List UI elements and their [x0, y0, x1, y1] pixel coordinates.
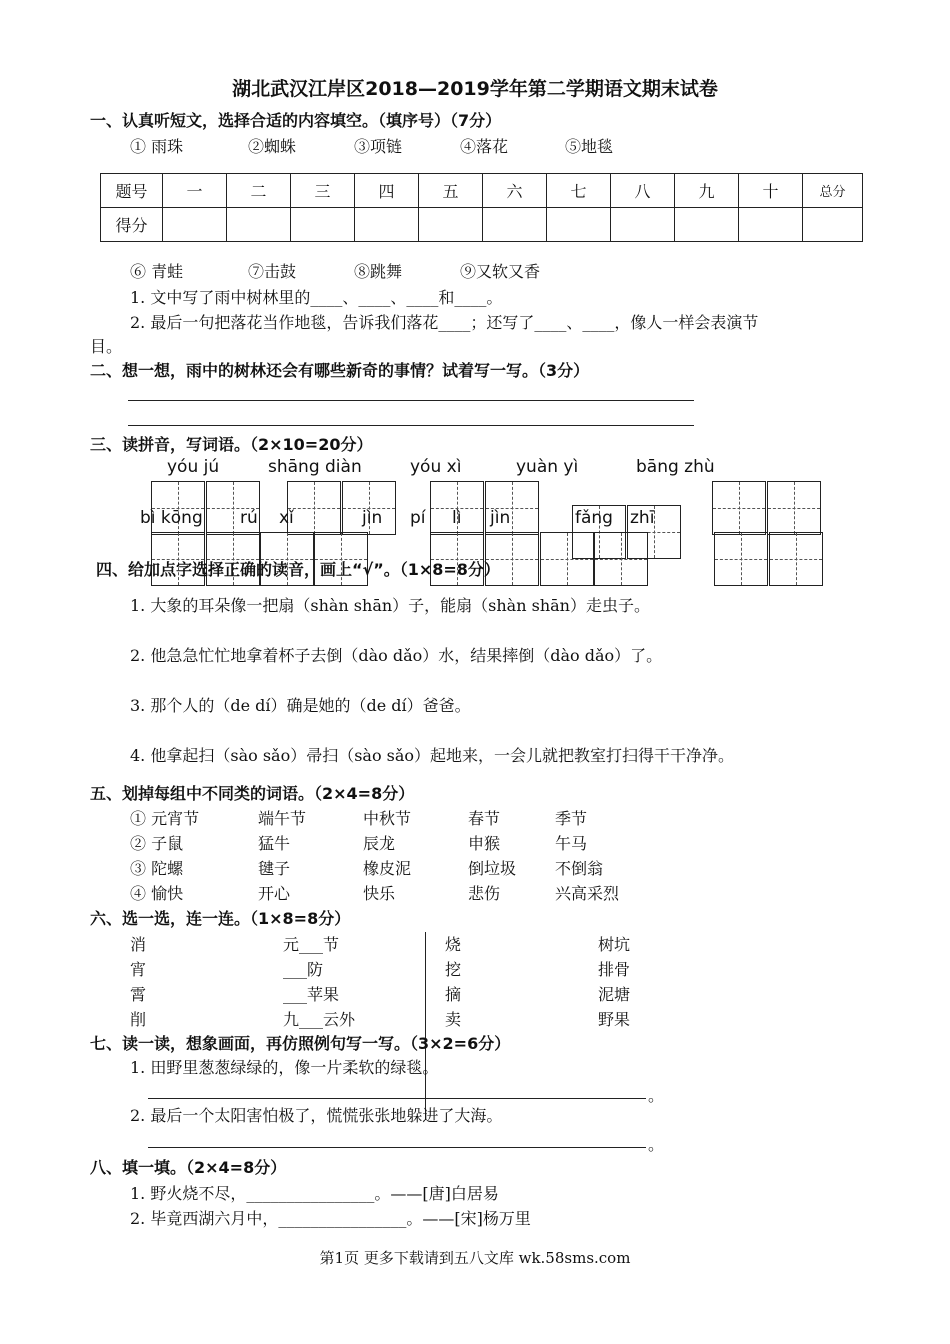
section6-heading: 六、选一选，连一连。（1×8=8分） — [90, 909, 351, 928]
score-table-header-row — [101, 174, 863, 208]
s6-c1-2[interactable]: 宵 — [130, 960, 147, 979]
answer-line[interactable] — [128, 400, 694, 401]
writing-grid[interactable] — [712, 481, 766, 535]
pinyin-jin2: jìn — [490, 508, 511, 528]
writing-grid[interactable] — [540, 532, 594, 586]
s5-r3c5: 不倒翁 — [555, 859, 604, 878]
divider-line — [425, 932, 426, 1120]
page-footer: 第1页 更多下载请到五八文库 wk.58sms.com — [319, 1249, 631, 1267]
pinyin-youju: yóu jú — [167, 457, 220, 477]
score-input-cell[interactable] — [163, 208, 227, 242]
s5-r4c3: 快乐 — [363, 884, 396, 903]
option-b1: ⑥ 青蛙 — [130, 262, 184, 281]
s5-r2c2: 猛牛 — [258, 834, 291, 853]
s5-r3c4: 倒垃圾 — [468, 859, 517, 878]
s6-c1-1[interactable]: 消 — [130, 935, 147, 954]
section4-heading: 四、给加点字选择正确的读音，画上“√”。（1×8=8分） — [96, 560, 500, 579]
writing-grid[interactable] — [594, 532, 648, 586]
option-a4: ④落花 — [460, 137, 509, 156]
option-a5: ⑤地毯 — [565, 137, 614, 156]
s6-c2-4[interactable]: 九___云外 — [283, 1010, 356, 1029]
s5-r2c4: 申猴 — [468, 834, 501, 853]
question-7-1: 1. 田野里葱葱绿绿的，像一片柔软的绿毯。 — [130, 1058, 439, 1077]
answer-line[interactable] — [148, 1147, 646, 1148]
question-1-2: 2. 最后一句把落花当作地毯，告诉我们落花____；还写了____、____，像人一样会表演节 — [130, 313, 759, 332]
score-input-cell[interactable] — [739, 208, 803, 242]
question-4-3: 3. 那个人的（de dí）确是她的（de dí）爸爸。 — [130, 696, 471, 715]
s5-r4c4: 悲伤 — [468, 884, 501, 903]
pinyin-xi: xǐ — [279, 508, 294, 528]
score-input-cell[interactable] — [483, 208, 547, 242]
answer-line[interactable] — [128, 425, 694, 426]
s5-r3c2: 毽子 — [258, 859, 291, 878]
answer-line[interactable] — [148, 1098, 646, 1099]
s5-r1c4: 春节 — [468, 809, 501, 828]
exam-title: 湖北武汉江岸区2018—2019学年第二学期语文期末试卷 — [232, 78, 718, 100]
section2-heading: 二、想一想，雨中的树林还会有哪些新奇的事情？试着写一写。（3分） — [90, 361, 590, 380]
s6-c4-2[interactable]: 排骨 — [598, 960, 631, 979]
option-a3: ③项链 — [354, 137, 403, 156]
score-cell: 一 — [163, 174, 227, 208]
s5-r4c1: ④ 愉快 — [130, 884, 184, 903]
period: 。 — [648, 1086, 665, 1105]
writing-grid[interactable] — [287, 481, 341, 535]
pinyin-yuanyi: yuàn yì — [516, 457, 579, 477]
score-cell: 七 — [547, 174, 611, 208]
question-8-1: 1. 野火烧不尽，________________。——[唐]白居易 — [130, 1184, 499, 1203]
s6-c4-1[interactable]: 树坑 — [598, 935, 631, 954]
s5-r4c5: 兴高采烈 — [555, 884, 620, 903]
section3-heading: 三、读拼音，写词语。（2×10=20分） — [90, 435, 373, 454]
question-4-2: 2. 他急急忙忙地拿着杯子去倒（dào dǎo）水，结果摔倒（dào dǎo）了。 — [130, 646, 663, 665]
score-table — [100, 173, 863, 242]
question-1-2-cont: 目。 — [90, 337, 123, 356]
writing-grid[interactable] — [767, 481, 821, 535]
s6-c4-3[interactable]: 泥塘 — [598, 985, 631, 1004]
option-a2: ②蜘蛛 — [248, 137, 297, 156]
score-table-score-row — [101, 208, 863, 242]
pinyin-ru: rú — [240, 508, 258, 528]
pinyin-pi: pí — [410, 508, 426, 528]
section7-heading: 七、读一读，想象画面，再仿照例句写一写。（3×2=6分） — [90, 1034, 511, 1053]
s5-r1c5: 季节 — [555, 809, 588, 828]
score-cell: 二 — [227, 174, 291, 208]
score-input-cell[interactable] — [227, 208, 291, 242]
s6-c2-2[interactable]: ___防 — [283, 960, 324, 979]
writing-grid[interactable] — [769, 532, 823, 586]
score-cell: 题号 — [101, 174, 163, 208]
question-8-2: 2. 毕竟西湖六月中，________________。——[宋]杨万里 — [130, 1209, 531, 1228]
pinyin-youxi: yóu xì — [410, 457, 462, 477]
score-cell: 八 — [611, 174, 675, 208]
score-cell: 十 — [739, 174, 803, 208]
s6-c3-3[interactable]: 摘 — [445, 985, 462, 1004]
score-input-cell[interactable] — [355, 208, 419, 242]
score-input-cell[interactable] — [419, 208, 483, 242]
score-cell: 四 — [355, 174, 419, 208]
score-input-cell[interactable] — [803, 208, 863, 242]
option-b4: ⑨又软又香 — [460, 262, 541, 281]
pinyin-shangdian: shāng diàn — [268, 457, 362, 477]
s5-r2c1: ② 子鼠 — [130, 834, 184, 853]
s5-r2c3: 辰龙 — [363, 834, 396, 853]
score-cell: 五 — [419, 174, 483, 208]
s6-c3-2[interactable]: 挖 — [445, 960, 462, 979]
section5-heading: 五、划掉每组中不同类的词语。（2×4=8分） — [90, 784, 415, 803]
option-b3: ⑧跳舞 — [354, 262, 403, 281]
s5-r1c1: ① 元宵节 — [130, 809, 200, 828]
option-a1: ① 雨珠 — [130, 137, 184, 156]
pinyin-bangzhu: bāng zhù — [636, 457, 715, 477]
option-b2: ⑦击鼓 — [248, 262, 297, 281]
score-cell: 总分 — [803, 174, 863, 208]
s5-r4c2: 开心 — [258, 884, 291, 903]
s6-c2-3[interactable]: ___苹果 — [283, 985, 340, 1004]
question-4-4: 4. 他拿起扫（sào sǎo）帚扫（sào sǎo）起地来，一会儿就把教室打扫得干干净净。 — [130, 746, 735, 765]
question-4-1: 1. 大象的耳朵像一把扇（shàn shān）子，能扇（shàn shān）走虫子。 — [130, 596, 650, 615]
s5-r2c5: 午马 — [555, 834, 588, 853]
score-input-cell[interactable] — [547, 208, 611, 242]
pinyin-jin: jìn — [362, 508, 383, 528]
pinyin-fang: fǎng — [575, 508, 613, 528]
score-input-cell[interactable] — [291, 208, 355, 242]
s5-r3c1: ③ 陀螺 — [130, 859, 184, 878]
s5-r1c2: 端午节 — [258, 809, 307, 828]
question-7-2: 2. 最后一个太阳害怕极了，慌慌张张地躲进了大海。 — [130, 1106, 503, 1125]
pinyin-bi: bì kōng — [140, 508, 203, 528]
score-cell: 三 — [291, 174, 355, 208]
s6-c4-4[interactable]: 野果 — [598, 1010, 631, 1029]
s6-c2-1[interactable]: 元___节 — [283, 935, 340, 954]
question-1-1: 1. 文中写了雨中树林里的____、____、____和____。 — [130, 288, 503, 307]
period: 。 — [648, 1135, 665, 1154]
s6-c1-4[interactable]: 削 — [130, 1010, 147, 1029]
writing-grid[interactable] — [714, 532, 768, 586]
s6-c1-3[interactable]: 霄 — [130, 985, 147, 1004]
score-cell: 九 — [675, 174, 739, 208]
pinyin-li: lì — [452, 508, 462, 528]
s6-c3-1[interactable]: 烧 — [445, 935, 462, 954]
score-cell: 六 — [483, 174, 547, 208]
s6-c3-4[interactable]: 卖 — [445, 1010, 462, 1029]
score-input-cell[interactable] — [675, 208, 739, 242]
pinyin-zhi: zhī — [630, 508, 655, 528]
score-input-cell[interactable] — [611, 208, 675, 242]
section8-heading: 八、填一填。（2×4=8分） — [90, 1158, 287, 1177]
s5-r1c3: 中秋节 — [363, 809, 412, 828]
section1-heading: 一、认真听短文，选择合适的内容填空。（填序号）（7分） — [90, 111, 502, 130]
score-cell: 得分 — [101, 208, 163, 242]
s5-r3c3: 橡皮泥 — [363, 859, 412, 878]
